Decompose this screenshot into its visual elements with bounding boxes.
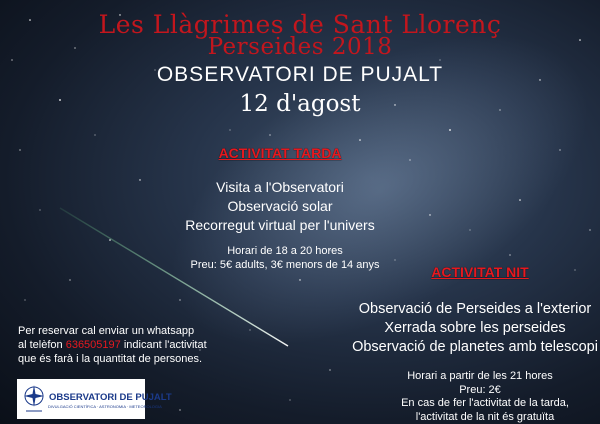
night-schedule: Horari a partir de les 21 hores: [407, 370, 553, 382]
night-item: Observació de Perseides a l'exterior: [358, 301, 592, 317]
event-subtitle: Perseides 2018: [207, 34, 393, 60]
night-item: Observació de planetes amb telescopi: [352, 339, 598, 355]
night-free-note: [380, 396, 590, 424]
afternoon-item: Visita a l'Observatori: [216, 179, 344, 195]
reservation-info: [18, 324, 228, 366]
night-info: [390, 369, 570, 397]
afternoon-activity-list: [150, 178, 410, 235]
afternoon-activity-heading: ACTIVITAT TARDA: [218, 145, 342, 161]
reservation-line: que és farà i la quantitat de persones.: [18, 353, 203, 365]
night-note-line: En cas de fer l'activitat de la tarda,: [401, 397, 569, 409]
telescope-star-icon: [20, 383, 48, 415]
night-note-line: l'activitat de la nit és gratuïta: [415, 411, 555, 423]
afternoon-item: Observació solar: [227, 198, 333, 214]
night-item: Xerrada sobre les perseides: [384, 320, 566, 336]
night-activity-heading: ACTIVITAT NIT: [431, 264, 529, 280]
logo-tagline: DIVULGACIÓ CIENTÍFICA · ASTRONOMIA · METEOROLOGIA: [48, 404, 162, 409]
reservation-line: Per reservar cal enviar un whatsapp: [18, 325, 195, 337]
afternoon-item: Recorregut virtual per l'univers: [185, 217, 375, 233]
event-title: Les Llàgrimes de Sant Llorenç: [98, 10, 502, 39]
reservation-text: indicant l'activitat: [120, 339, 207, 351]
afternoon-info: [180, 244, 390, 272]
reservation-text: al telèfon: [18, 339, 66, 351]
afternoon-price: Preu: 5€ adults, 3€ menors de 14 anys: [190, 259, 380, 271]
logo-name: OBSERVATORI DE PUJALT: [49, 392, 172, 403]
event-date: 12 d'agost: [239, 91, 361, 117]
afternoon-schedule: Horari de 18 a 20 hores: [227, 245, 343, 257]
night-price: Preu: 2€: [459, 384, 501, 396]
observatory-name: OBSERVATORI DE PUJALT: [156, 63, 444, 86]
reservation-line: [18, 338, 228, 352]
phone-number[interactable]: 636505197: [65, 339, 121, 351]
night-activity-list: [340, 300, 600, 357]
